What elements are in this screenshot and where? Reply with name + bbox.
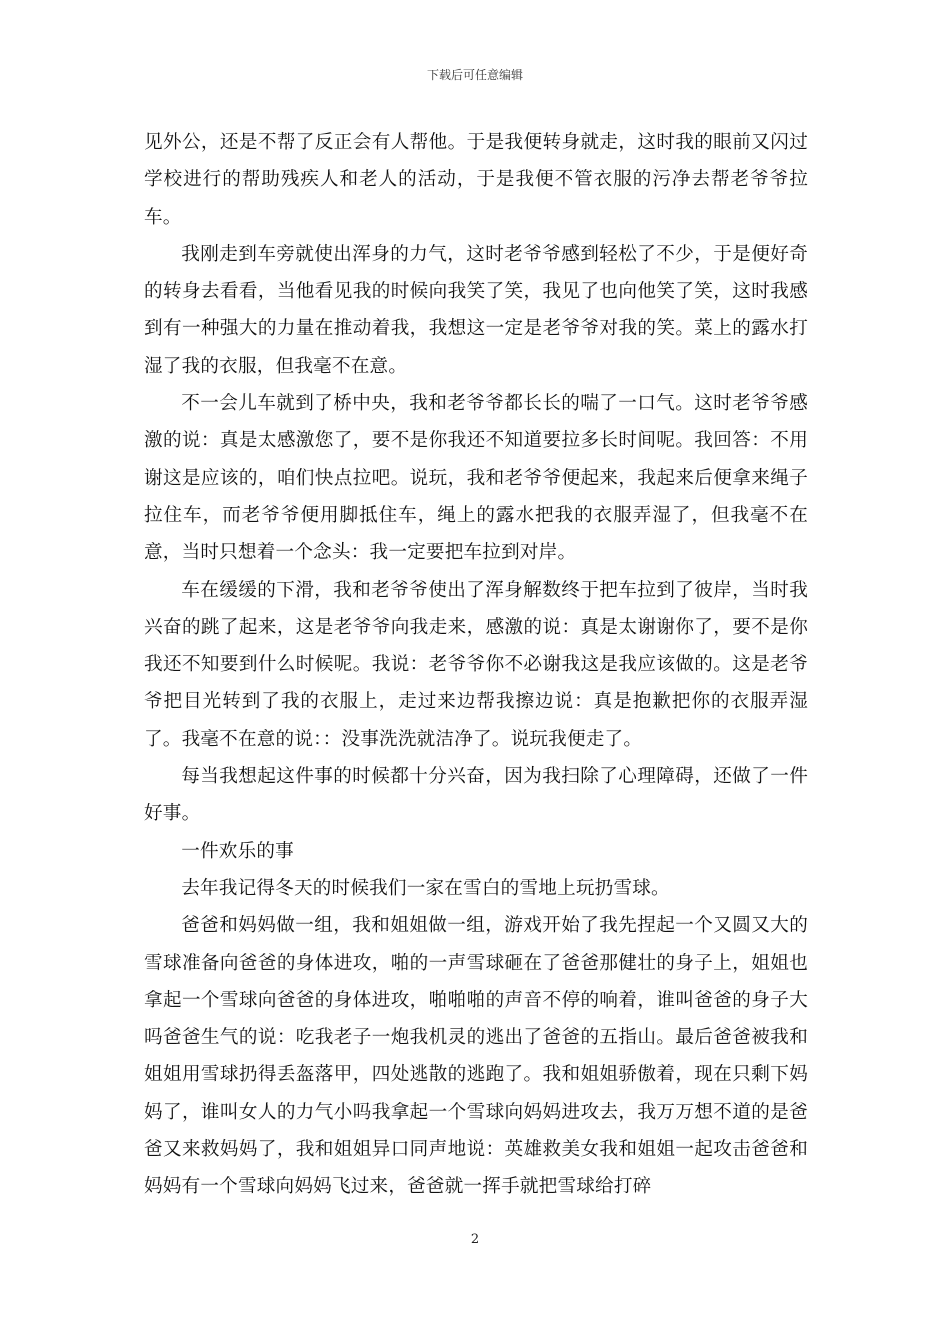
paragraph: 见外公，还是不帮了反正会有人帮他。于是我便转身就走，这时我的眼前又闪过学校进行的帮助残疾人和老人的活动，于是我便不管衣服的污净去帮老爷爷拉车。 bbox=[144, 132, 808, 228]
paragraph: 爸爸和妈妈做一组，我和姐姐做一组，游戏开始了我先捏起一个又圆又大的雪球准备向爸爸的身体进攻，啪的一声雪球砸在了爸爸那健壮的身子上，姐姐也拿起一个雪球向爸爸的身体进攻，啪啪啪的声音不停的响着，谁叫爸爸的身子大吗爸爸生气的说：吃我老子一炮我机灵的逃出了爸爸的五指山。最后爸爸被我和姐姐用雪球扔得丢盔落甲，四处逃散的逃跑了。我和姐姐骄傲着，现在只剩下妈妈了，谁叫女人的力气小吗我拿起一个雪球向妈妈进攻去，我万万想不道的是爸爸又来救妈妈了，我和姐姐异口同声地说：英雄救美女我和姐姐一起攻击爸爸和妈妈有一个雪球向妈妈飞过来，爸爸就一挥手就把雪球给打碎 bbox=[144, 915, 808, 1198]
paragraph: 去年我记得冬天的时候我们一家在雪白的雪地上玩扔雪球。 bbox=[181, 877, 670, 899]
paragraph: 我刚走到车旁就使出浑身的力气，这时老爷爷感到轻松了不少，于是便好奇的转身去看看，当他看见我的时候向我笑了笑，我见了也向他笑了笑，这时我感到有一种强大的力量在推动着我，我想这一定是老爷爷对我的笑。菜上的露水打湿了我的衣服，但我毫不在意。 bbox=[144, 243, 808, 377]
document-body bbox=[144, 124, 808, 1206]
paragraph: 每当我想起这件事的时候都十分兴奋，因为我扫除了心理障碍，还做了一件好事。 bbox=[144, 766, 808, 825]
paragraph: 车在缓缓的下滑，我和老爷爷使出了浑身解数终于把车拉到了彼岸，当时我兴奋的跳了起来，这是老爷爷向我走来，感激的说：真是太谢谢你了，要不是你我还不知要到什么时候呢。我说：老爷爷你不必谢我这是我应该做的。这是老爷爷把目光转到了我的衣服上，走过来边帮我擦边说：真是抱歉把你的衣服弄湿了。我毫不在意的说：：没事洗洗就洁净了。说玩我便走了。 bbox=[144, 579, 808, 750]
paragraph: 不一会儿车就到了桥中央，我和老爷爷都长长的喘了一口气。这时老爷爷感激的说：真是太感激您了，要不是你我还不知道要拉多长时间呢。我回答：不用谢这是应该的，咱们快点拉吧。说玩，我和老爷爷便起来，我起来后便拿来绳子拉住车，而老爷爷便用脚抵住车，绳上的露水把我的衣服弄湿了，但我毫不在意，当时只想着一个念头：我一定要把车拉到对岸。 bbox=[144, 393, 808, 564]
section-heading: 一件欢乐的事 bbox=[181, 840, 294, 862]
page-header: 下载后可任意编辑 bbox=[426, 68, 523, 82]
page-number: 2 bbox=[470, 1232, 480, 1247]
